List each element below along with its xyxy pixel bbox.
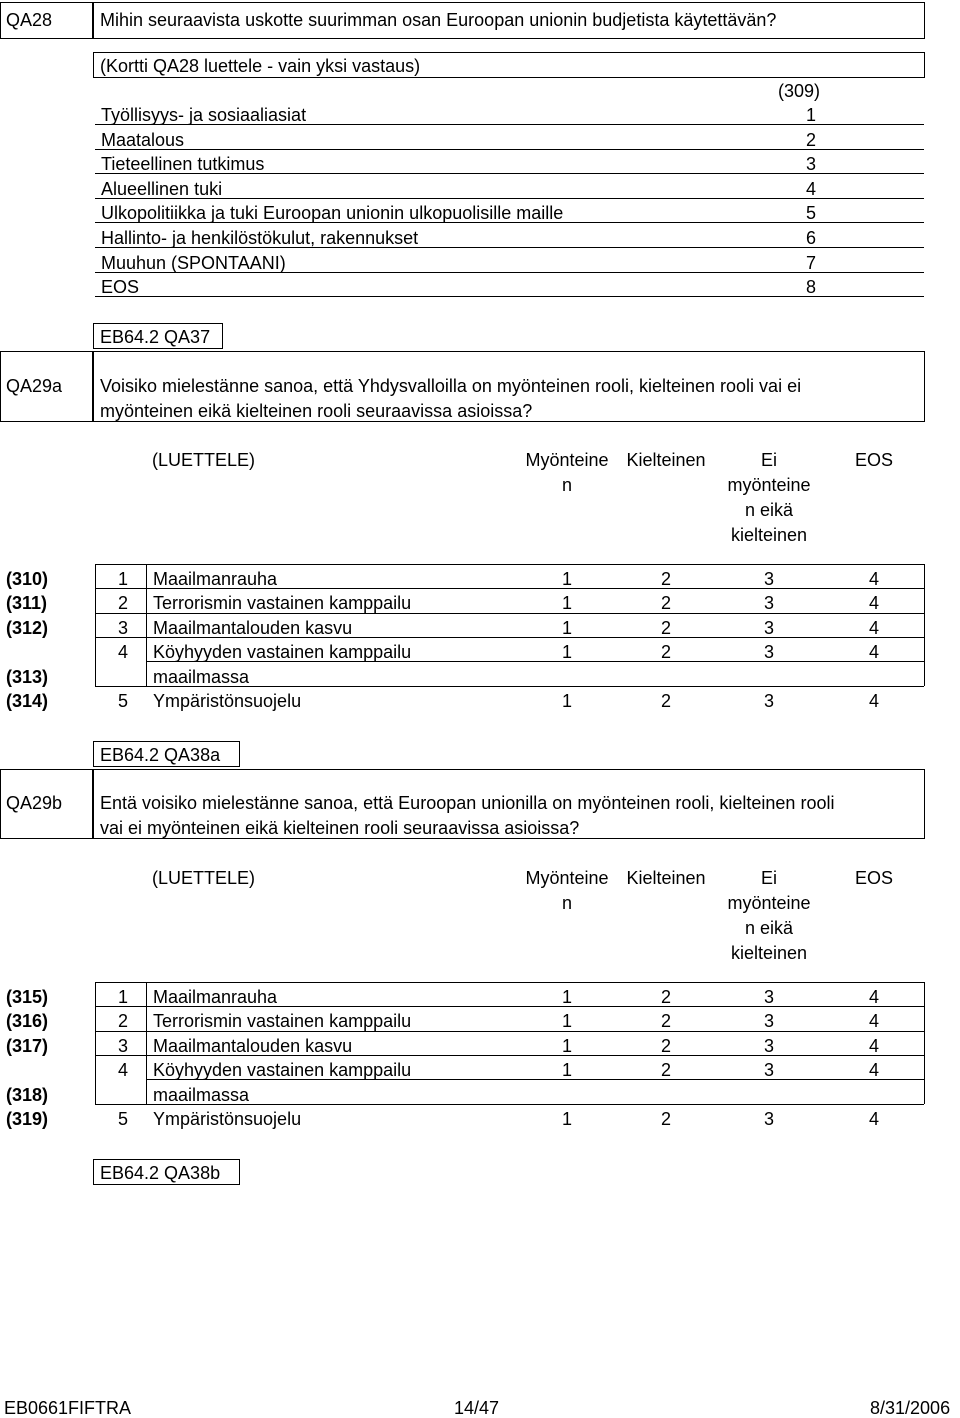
item-number: 2: [118, 593, 129, 613]
item-label: maailmassa: [153, 1085, 250, 1105]
variable-number: (312): [6, 618, 49, 638]
answer-label: Maatalous: [101, 130, 185, 150]
answer-code: 4: [868, 1060, 879, 1080]
variable-number: (314): [6, 691, 49, 711]
answer-label: Muuhun (SPONTAANI): [101, 253, 286, 273]
answer-code: 2: [660, 618, 671, 638]
item-label: Maailmantalouden kasvu: [153, 618, 353, 638]
column-divider: [146, 564, 147, 686]
answer-code: 1: [561, 1060, 572, 1080]
header-dont-know: EOS: [854, 868, 893, 888]
item-label: Maailmanrauha: [153, 569, 278, 589]
item-number: 1: [118, 987, 129, 1007]
answer-label: EOS: [101, 277, 140, 297]
answer-code: 1: [561, 593, 572, 613]
column-divider: [95, 982, 96, 1104]
answer-code: 2: [660, 1011, 671, 1031]
question-text-line-1: Voisiko mielestänne sanoa, että Yhdysvalloilla on myönteinen rooli, kielteinen rooli vai ei: [100, 376, 802, 396]
answer-code: 8: [805, 277, 816, 297]
header-positive: n: [561, 475, 572, 495]
footer-doc-id: EB0661FIFTRA: [4, 1398, 132, 1418]
answer-code: 2: [660, 569, 671, 589]
item-number: 4: [118, 1060, 129, 1080]
answer-code: 5: [805, 203, 816, 223]
item-label: Köyhyyden vastainen kamppailu: [153, 1060, 412, 1080]
header-neither: Ei: [760, 868, 777, 888]
variable-number: (313): [6, 667, 49, 687]
answer-code: 2: [660, 987, 671, 1007]
question-text: Mihin seuraavista uskotte suurimman osan Euroopan unionin budjetista käytettävän?: [100, 10, 777, 30]
header-neither: myönteine: [727, 475, 811, 495]
answer-code: 1: [561, 1036, 572, 1056]
footer-date: 8/31/2006: [870, 1398, 951, 1418]
header-positive: n: [561, 893, 572, 913]
variable-number: (309): [777, 81, 820, 101]
answer-code: 4: [868, 1036, 879, 1056]
header-dont-know: EOS: [854, 450, 893, 470]
answer-code: 6: [805, 228, 816, 248]
answer-code: 2: [660, 593, 671, 613]
row-divider: [95, 982, 924, 983]
item-label: Maailmantalouden kasvu: [153, 1036, 353, 1056]
row-divider: [95, 296, 924, 297]
header-negative: Kielteinen: [626, 450, 706, 470]
item-number: 5: [118, 1109, 129, 1129]
answer-code: 4: [805, 179, 816, 199]
question-code: QA28: [6, 10, 53, 30]
item-number: 3: [118, 1036, 129, 1056]
column-divider: [95, 564, 96, 686]
header-neither: n eikä: [744, 500, 794, 520]
row-divider: [95, 564, 924, 565]
variable-number: (319): [6, 1109, 49, 1129]
reference-text: EB64.2 QA38a: [100, 745, 221, 765]
reference-text: EB64.2 QA37: [100, 327, 211, 347]
item-label: Ympäristönsuojelu: [153, 691, 302, 711]
variable-number: (315): [6, 987, 49, 1007]
answer-code: 3: [763, 593, 774, 613]
variable-number: (317): [6, 1036, 49, 1056]
answer-code: 3: [763, 1109, 774, 1129]
answer-code: 4: [868, 1011, 879, 1031]
answer-code: 2: [660, 1109, 671, 1129]
answer-label: Tieteellinen tutkimus: [101, 154, 265, 174]
instruction-text: (Kortti QA28 luettele - vain yksi vastaus): [100, 56, 421, 76]
answer-code: 2: [660, 691, 671, 711]
answer-label: Ulkopolitiikka ja tuki Euroopan unionin ulkopuolisille maille: [101, 203, 564, 223]
row-divider: [95, 149, 924, 150]
answer-code: 1: [805, 105, 816, 125]
variable-number: (318): [6, 1085, 49, 1105]
item-label: Maailmanrauha: [153, 987, 278, 1007]
answer-code: 2: [805, 130, 816, 150]
header-neither: myönteine: [727, 893, 811, 913]
answer-code: 1: [561, 618, 572, 638]
header-positive: Myönteine: [525, 868, 609, 888]
variable-number: (310): [6, 569, 49, 589]
item-label: Köyhyyden vastainen kamppailu: [153, 642, 412, 662]
question-code: QA29b: [6, 793, 63, 813]
header-neither: n eikä: [744, 918, 794, 938]
question-text-line-2: vai ei myönteinen eikä kielteinen rooli seuraavissa asioissa?: [100, 818, 580, 838]
answer-code: 3: [763, 569, 774, 589]
answer-code: 2: [660, 1060, 671, 1080]
item-number: 3: [118, 618, 129, 638]
answer-code: 1: [561, 642, 572, 662]
answer-label: Työllisyys- ja sosiaaliasiat: [101, 105, 307, 125]
question-text-line-1: Entä voisiko mielestänne sanoa, että Euroopan unionilla on myönteinen rooli, kielteinen rooli: [100, 793, 835, 813]
item-label: Terrorismin vastainen kamppailu: [153, 593, 412, 613]
row-divider: [95, 613, 924, 614]
item-number: 4: [118, 642, 129, 662]
item-label: Ympäristönsuojelu: [153, 1109, 302, 1129]
answer-code: 4: [868, 987, 879, 1007]
footer-page-number: 14/47: [454, 1398, 500, 1418]
item-label: maailmassa: [153, 667, 250, 687]
answer-code: 4: [868, 642, 879, 662]
reference-text: EB64.2 QA38b: [100, 1163, 221, 1183]
column-divider: [146, 982, 147, 1104]
answer-code: 2: [660, 642, 671, 662]
question-code: QA29a: [6, 376, 63, 396]
variable-number: (311): [6, 593, 48, 613]
answer-code: 4: [868, 618, 879, 638]
answer-code: 1: [561, 1011, 572, 1031]
answer-code: 4: [868, 691, 879, 711]
answer-label: Hallinto- ja henkilöstökulut, rakennukset: [101, 228, 419, 248]
variable-number: (316): [6, 1011, 49, 1031]
answer-code: 1: [561, 1109, 572, 1129]
answer-code: 1: [561, 569, 572, 589]
answer-code: 3: [763, 1036, 774, 1056]
header-neither: kielteinen: [730, 525, 808, 545]
item-number: 1: [118, 569, 129, 589]
header-neither: kielteinen: [730, 943, 808, 963]
answer-code: 3: [763, 618, 774, 638]
answer-code: 3: [805, 154, 816, 174]
header-neither: Ei: [760, 450, 777, 470]
answer-code: 3: [763, 1011, 774, 1031]
header-negative: Kielteinen: [626, 868, 706, 888]
answer-code: 3: [763, 642, 774, 662]
column-divider: [924, 564, 925, 686]
answer-code: 3: [763, 691, 774, 711]
answer-code: 4: [868, 1109, 879, 1129]
row-divider: [95, 1031, 924, 1032]
item-label: Terrorismin vastainen kamppailu: [153, 1011, 412, 1031]
question-text-line-2: myönteinen eikä kielteinen rooli seuraavissa asioissa?: [100, 401, 533, 421]
item-number: 2: [118, 1011, 129, 1031]
answer-code: 4: [868, 593, 879, 613]
item-number: 5: [118, 691, 129, 711]
answer-code: 7: [805, 253, 816, 273]
column-divider: [924, 982, 925, 1104]
answer-code: 1: [561, 691, 572, 711]
header-positive: Myönteine: [525, 450, 609, 470]
header-list: (LUETTELE): [152, 868, 256, 888]
answer-code: 2: [660, 1036, 671, 1056]
answer-code: 3: [763, 1060, 774, 1080]
answer-code: 3: [763, 987, 774, 1007]
answer-label: Alueellinen tuki: [101, 179, 223, 199]
answer-code: 4: [868, 569, 879, 589]
header-list: (LUETTELE): [152, 450, 256, 470]
answer-code: 1: [561, 987, 572, 1007]
